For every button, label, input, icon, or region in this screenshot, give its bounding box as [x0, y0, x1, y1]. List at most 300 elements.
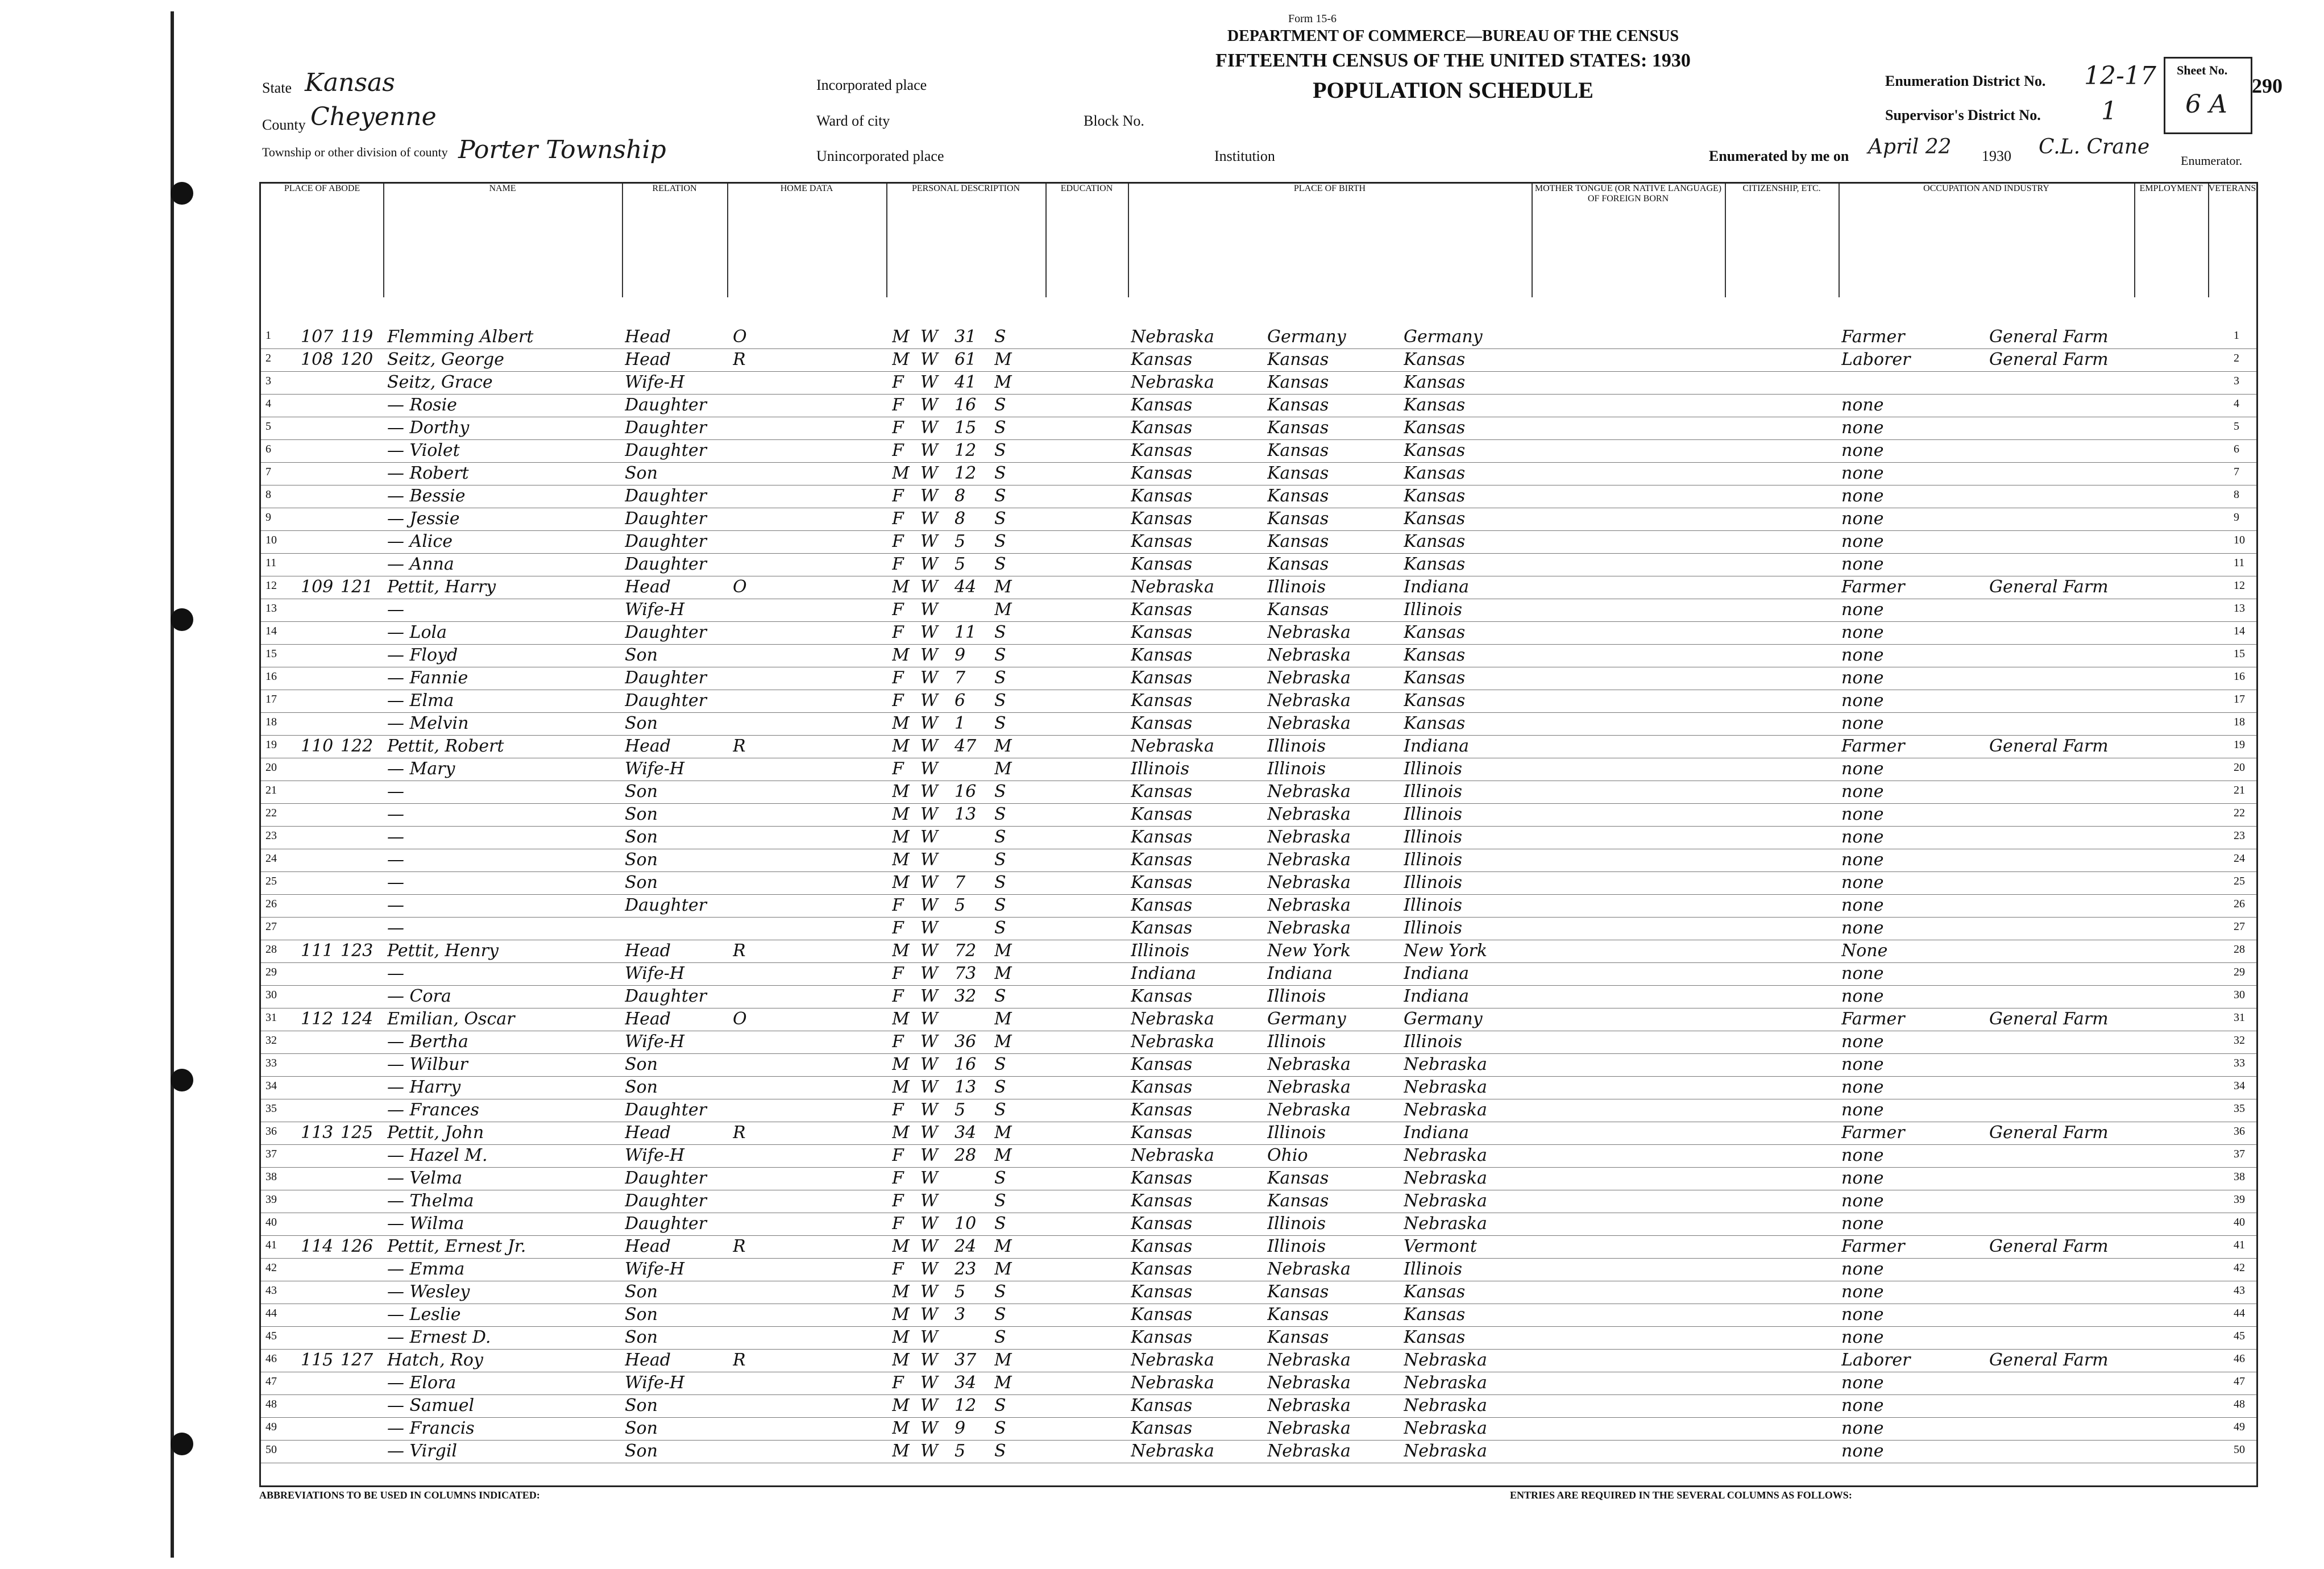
- occupation: none: [1841, 850, 1884, 870]
- line-number-right: 31: [2234, 1011, 2245, 1024]
- marital-status: M: [994, 1145, 1012, 1165]
- line-number-right: 16: [2234, 670, 2245, 683]
- father-birthplace: Nebraska: [1267, 873, 1351, 893]
- sex: F: [892, 759, 904, 779]
- person-name: — Virgil: [387, 1441, 458, 1461]
- occupation: none: [1841, 509, 1884, 529]
- mother-birthplace: Nebraska: [1404, 1396, 1487, 1416]
- township-value: Porter Township: [458, 135, 666, 164]
- sheet-number-box: [2164, 57, 2252, 134]
- race: W: [920, 1191, 938, 1211]
- relation: Head: [625, 1350, 671, 1370]
- line-number: 7: [265, 466, 271, 478]
- industry: [1989, 1100, 2131, 1120]
- marital-status: M: [994, 941, 1012, 961]
- age: 37: [955, 1350, 977, 1370]
- mother-birthplace: Indiana: [1404, 1123, 1470, 1143]
- dwelling-number: 110: [301, 736, 334, 756]
- relation: Wife-H: [625, 1032, 685, 1052]
- industry: [1989, 372, 2131, 393]
- father-birthplace: Nebraska: [1267, 691, 1351, 711]
- birthplace: Nebraska: [1131, 1373, 1214, 1393]
- line-number: 46: [265, 1352, 277, 1365]
- home-tenure: [733, 1327, 767, 1348]
- occupation: none: [1841, 759, 1884, 779]
- person-name: —: [387, 873, 404, 893]
- mother-birthplace: Indiana: [1404, 986, 1470, 1006]
- occupation: none: [1841, 1191, 1884, 1211]
- person-name: Pettit, John: [387, 1123, 484, 1143]
- industry: [1989, 895, 2131, 916]
- age: 10: [955, 1214, 977, 1234]
- township-label: Township or other division of county: [262, 145, 448, 159]
- person-name: — Frances: [387, 1100, 479, 1120]
- marital-status: S: [994, 782, 1006, 802]
- marital-status: S: [994, 1327, 1006, 1347]
- family-number: [341, 486, 386, 507]
- person-name: — Melvin: [387, 713, 469, 733]
- home-tenure: [733, 509, 767, 529]
- industry: [1989, 827, 2131, 848]
- industry: [1989, 759, 2131, 779]
- industry: General Farm: [1989, 1009, 2109, 1029]
- relation: Daughter: [625, 509, 707, 529]
- table-row: [261, 894, 2256, 918]
- sex: M: [892, 850, 910, 870]
- line-number: 39: [265, 1193, 277, 1206]
- birthplace: Kansas: [1131, 486, 1193, 506]
- line-number: 16: [265, 670, 277, 683]
- table-row: [261, 530, 2256, 554]
- table-row: [261, 326, 2256, 349]
- family-number: [341, 1305, 386, 1325]
- age: 16: [955, 395, 977, 415]
- table-row: [261, 1167, 2256, 1190]
- industry: [1989, 1055, 2131, 1075]
- dwelling-number: [301, 1418, 346, 1439]
- mother-birthplace: Kansas: [1404, 622, 1466, 642]
- sex: F: [892, 622, 904, 642]
- relation: Head: [625, 577, 671, 597]
- industry: [1989, 850, 2131, 870]
- relation: Daughter: [625, 691, 707, 711]
- mother-birthplace: Kansas: [1404, 486, 1466, 506]
- dwelling-number: [301, 691, 346, 711]
- line-number: 48: [265, 1398, 277, 1410]
- page-stamp: 290: [2252, 74, 2282, 97]
- occupation: none: [1841, 418, 1884, 438]
- person-name: Flemming Albert: [387, 327, 534, 347]
- occupation: none: [1841, 622, 1884, 642]
- industry: General Farm: [1989, 350, 2109, 370]
- department-title: DEPARTMENT OF COMMERCE—BUREAU OF THE CENSUS: [1227, 27, 1679, 45]
- line-number: 29: [265, 966, 277, 978]
- line-number: 18: [265, 716, 277, 728]
- census-title: FIFTEENTH CENSUS OF THE UNITED STATES: 1930: [1215, 50, 1691, 71]
- table-row: [261, 621, 2256, 645]
- age: [955, 1191, 989, 1211]
- line-number-right: 18: [2234, 716, 2245, 728]
- dwelling-number: [301, 645, 346, 666]
- occupation: Farmer: [1841, 327, 1905, 347]
- sex: F: [892, 509, 904, 529]
- race: W: [920, 1327, 938, 1347]
- enum-district-value: 12-17: [2084, 61, 2156, 90]
- marital-status: M: [994, 1123, 1012, 1143]
- race: W: [920, 463, 938, 483]
- age: [955, 759, 989, 779]
- person-name: —: [387, 964, 404, 983]
- birthplace: Kansas: [1131, 691, 1193, 711]
- race: W: [920, 759, 938, 779]
- age: 13: [955, 804, 977, 824]
- ward-label: Ward of city: [816, 113, 890, 129]
- sex: M: [892, 782, 910, 802]
- age: 8: [955, 486, 966, 506]
- marital-status: S: [994, 1418, 1006, 1438]
- family-number: 119: [341, 327, 374, 347]
- marital-status: S: [994, 827, 1006, 847]
- occupation: Farmer: [1841, 1236, 1905, 1256]
- binder-hole: [171, 1069, 193, 1091]
- person-name: — Emma: [387, 1259, 465, 1279]
- mother-birthplace: Illinois: [1404, 895, 1463, 915]
- father-birthplace: Illinois: [1267, 1236, 1326, 1256]
- person-name: Seitz, George: [387, 350, 504, 370]
- block-label: Block No.: [1084, 113, 1144, 129]
- race: W: [920, 986, 938, 1006]
- person-name: —: [387, 850, 404, 870]
- father-birthplace: Nebraska: [1267, 1259, 1351, 1279]
- birthplace: Kansas: [1131, 1282, 1193, 1302]
- family-number: [341, 895, 386, 916]
- sex: M: [892, 1305, 910, 1325]
- col-name: NAME: [383, 184, 623, 297]
- industry: General Farm: [1989, 577, 2109, 597]
- family-number: [341, 759, 386, 779]
- dwelling-number: [301, 850, 346, 870]
- marital-status: S: [994, 804, 1006, 824]
- table-row: [261, 940, 2256, 963]
- marital-status: S: [994, 895, 1006, 915]
- relation: Daughter: [625, 532, 707, 551]
- table-row: [261, 781, 2256, 804]
- race: W: [920, 1373, 938, 1393]
- age: 13: [955, 1077, 977, 1097]
- birthplace: Kansas: [1131, 895, 1193, 915]
- occupation: None: [1841, 941, 1888, 961]
- occupation: none: [1841, 895, 1884, 915]
- dwelling-number: [301, 1259, 346, 1280]
- line-number: 38: [265, 1170, 277, 1183]
- mother-birthplace: Kansas: [1404, 509, 1466, 529]
- person-name: — Bessie: [387, 486, 466, 506]
- race: W: [920, 1100, 938, 1120]
- occupation: none: [1841, 1396, 1884, 1416]
- line-number: 37: [265, 1148, 277, 1160]
- marital-status: S: [994, 1168, 1006, 1188]
- birthplace: Kansas: [1131, 350, 1193, 370]
- age: 16: [955, 1055, 977, 1074]
- race: W: [920, 372, 938, 392]
- dwelling-number: [301, 1282, 346, 1302]
- person-name: Pettit, Harry: [387, 577, 496, 597]
- family-number: [341, 986, 386, 1007]
- home-tenure: [733, 827, 767, 848]
- father-birthplace: Nebraska: [1267, 622, 1351, 642]
- home-tenure: [733, 759, 767, 779]
- marital-status: S: [994, 622, 1006, 642]
- line-number-right: 27: [2234, 920, 2245, 933]
- institution-label: Institution: [1214, 148, 1275, 164]
- sex: M: [892, 577, 910, 597]
- occupation: none: [1841, 1145, 1884, 1165]
- home-tenure: [733, 463, 767, 484]
- table-row: [261, 1190, 2256, 1213]
- marital-status: S: [994, 1396, 1006, 1416]
- race: W: [920, 668, 938, 688]
- table-row: [261, 1008, 2256, 1031]
- father-birthplace: Illinois: [1267, 1123, 1326, 1143]
- relation: Son: [625, 873, 658, 893]
- table-row: [261, 1099, 2256, 1122]
- birthplace: Kansas: [1131, 645, 1193, 665]
- dwelling-number: 109: [301, 577, 334, 597]
- age: 36: [955, 1032, 977, 1052]
- dwelling-number: [301, 668, 346, 688]
- industry: [1989, 986, 2131, 1007]
- col-citizenship: CITIZENSHIP, ETC.: [1725, 184, 1840, 297]
- relation: Head: [625, 1123, 671, 1143]
- dwelling-number: [301, 895, 346, 916]
- race: W: [920, 691, 938, 711]
- race: W: [920, 918, 938, 938]
- birthplace: Kansas: [1131, 463, 1193, 483]
- father-birthplace: Nebraska: [1267, 1100, 1351, 1120]
- line-number-right: 46: [2234, 1352, 2245, 1365]
- age: 61: [955, 350, 977, 370]
- mother-birthplace: Illinois: [1404, 850, 1463, 870]
- occupation: Farmer: [1841, 736, 1905, 756]
- birthplace: Kansas: [1131, 1100, 1193, 1120]
- line-number-right: 50: [2234, 1443, 2245, 1456]
- birthplace: Nebraska: [1131, 1441, 1214, 1461]
- relation: Daughter: [625, 1100, 707, 1120]
- family-number: [341, 1214, 386, 1234]
- occupation: none: [1841, 1077, 1884, 1097]
- home-tenure: [733, 1055, 767, 1075]
- occupation: Farmer: [1841, 1123, 1905, 1143]
- home-tenure: [733, 1418, 767, 1439]
- mother-birthplace: Nebraska: [1404, 1373, 1487, 1393]
- county-value: Cheyenne: [310, 102, 437, 131]
- family-number: [341, 918, 386, 939]
- line-number: 45: [265, 1330, 277, 1342]
- home-tenure: [733, 1441, 767, 1462]
- person-name: — Mary: [387, 759, 455, 779]
- col-mother-tongue: MOTHER TONGUE (OR NATIVE LANGUAGE) OF FOREIGN BORN: [1532, 184, 1726, 297]
- home-tenure: [733, 600, 767, 620]
- family-number: 120: [341, 350, 374, 370]
- father-birthplace: Nebraska: [1267, 804, 1351, 824]
- industry: General Farm: [1989, 327, 2109, 347]
- relation: Head: [625, 1009, 671, 1029]
- table-row: [261, 803, 2256, 827]
- line-number-right: 36: [2234, 1125, 2245, 1138]
- dwelling-number: [301, 1077, 346, 1098]
- person-name: Pettit, Robert: [387, 736, 504, 756]
- relation: Daughter: [625, 418, 707, 438]
- sex: F: [892, 1214, 904, 1234]
- sex: M: [892, 1396, 910, 1416]
- binder-hole: [171, 1433, 193, 1455]
- family-number: [341, 782, 386, 802]
- marital-status: M: [994, 736, 1012, 756]
- sex: F: [892, 1032, 904, 1052]
- race: W: [920, 1282, 938, 1302]
- industry: [1989, 1032, 2131, 1052]
- table-row: [261, 485, 2256, 508]
- person-name: — Wesley: [387, 1282, 470, 1302]
- family-number: [341, 713, 386, 734]
- home-tenure: [733, 1282, 767, 1302]
- birthplace: Kansas: [1131, 1191, 1193, 1211]
- marital-status: S: [994, 486, 1006, 506]
- father-birthplace: Nebraska: [1267, 1373, 1351, 1393]
- race: W: [920, 850, 938, 870]
- person-name: — Floyd: [387, 645, 458, 665]
- relation: Son: [625, 804, 658, 824]
- sex: M: [892, 873, 910, 893]
- relation: Son: [625, 1055, 658, 1074]
- race: W: [920, 350, 938, 370]
- col-place-of-abode: PLACE OF ABODE: [261, 184, 384, 297]
- race: W: [920, 600, 938, 620]
- binder-hole: [171, 182, 193, 205]
- home-tenure: [733, 532, 767, 552]
- line-number: 5: [265, 420, 271, 433]
- person-name: — Velma: [387, 1168, 463, 1188]
- relation: Wife-H: [625, 1259, 685, 1279]
- sex: F: [892, 691, 904, 711]
- family-number: [341, 1077, 386, 1098]
- occupation: Laborer: [1841, 1350, 1911, 1370]
- relation: Wife-H: [625, 600, 685, 620]
- industry: [1989, 1077, 2131, 1098]
- father-birthplace: Kansas: [1267, 395, 1329, 415]
- table-row: [261, 599, 2256, 622]
- age: 15: [955, 418, 977, 438]
- census-sheet: [171, 11, 2282, 1558]
- marital-status: M: [994, 1350, 1012, 1370]
- table-row: [261, 1258, 2256, 1281]
- line-number-right: 35: [2234, 1102, 2245, 1115]
- line-number: 20: [265, 761, 277, 774]
- sex: F: [892, 964, 904, 983]
- age: [955, 1327, 989, 1348]
- sex: F: [892, 918, 904, 938]
- home-tenure: [733, 1373, 767, 1393]
- race: W: [920, 1168, 938, 1188]
- family-number: [341, 1145, 386, 1166]
- occupation: Farmer: [1841, 577, 1905, 597]
- birthplace: Kansas: [1131, 1236, 1193, 1256]
- mother-birthplace: Indiana: [1404, 736, 1470, 756]
- occupation: none: [1841, 1214, 1884, 1234]
- relation: Son: [625, 1327, 658, 1347]
- person-name: Pettit, Ernest Jr.: [387, 1236, 526, 1256]
- dwelling-number: [301, 441, 346, 461]
- table-row: [261, 439, 2256, 463]
- table-row: [261, 690, 2256, 713]
- population-grid: [259, 182, 2258, 1487]
- sex: F: [892, 486, 904, 506]
- industry: [1989, 532, 2131, 552]
- industry: [1989, 873, 2131, 893]
- race: W: [920, 804, 938, 824]
- birthplace: Kansas: [1131, 1077, 1193, 1097]
- marital-status: M: [994, 964, 1012, 983]
- mother-birthplace: Illinois: [1404, 1259, 1463, 1279]
- industry: [1989, 1305, 2131, 1325]
- relation: Daughter: [625, 986, 707, 1006]
- person-name: — Leslie: [387, 1305, 461, 1325]
- dwelling-number: 114: [301, 1236, 334, 1256]
- occupation: none: [1841, 986, 1884, 1006]
- race: W: [920, 1145, 938, 1165]
- age: 41: [955, 372, 977, 392]
- sheet-value: 6 A: [2185, 90, 2227, 119]
- sex: F: [892, 1373, 904, 1393]
- dwelling-number: [301, 1305, 346, 1325]
- dwelling-number: [301, 532, 346, 552]
- sex: F: [892, 600, 904, 620]
- occupation: none: [1841, 668, 1884, 688]
- table-row: [261, 348, 2256, 372]
- family-number: 122: [341, 736, 374, 756]
- father-birthplace: Nebraska: [1267, 713, 1351, 733]
- relation: Son: [625, 463, 658, 483]
- line-number: 27: [265, 920, 277, 933]
- line-number: 2: [265, 352, 271, 364]
- age: 12: [955, 441, 977, 460]
- dwelling-number: [301, 1396, 346, 1416]
- birthplace: Nebraska: [1131, 1009, 1214, 1029]
- family-number: [341, 554, 386, 575]
- occupation: none: [1841, 463, 1884, 483]
- race: W: [920, 964, 938, 983]
- person-name: — Bertha: [387, 1032, 468, 1052]
- father-birthplace: Illinois: [1267, 577, 1326, 597]
- line-number-right: 14: [2234, 625, 2245, 637]
- person-name: — Thelma: [387, 1191, 474, 1211]
- home-tenure: [733, 372, 767, 393]
- home-tenure: [733, 1168, 767, 1189]
- father-birthplace: Kansas: [1267, 1282, 1329, 1302]
- table-row: [261, 1281, 2256, 1304]
- industry: [1989, 1214, 2131, 1234]
- age: 44: [955, 577, 977, 597]
- race: W: [920, 1441, 938, 1461]
- occupation: none: [1841, 873, 1884, 893]
- race: W: [920, 1032, 938, 1052]
- line-number: 17: [265, 693, 277, 705]
- sex: M: [892, 1123, 910, 1143]
- sex: M: [892, 1327, 910, 1347]
- age: [955, 850, 989, 870]
- race: W: [920, 827, 938, 847]
- line-number-right: 17: [2234, 693, 2245, 705]
